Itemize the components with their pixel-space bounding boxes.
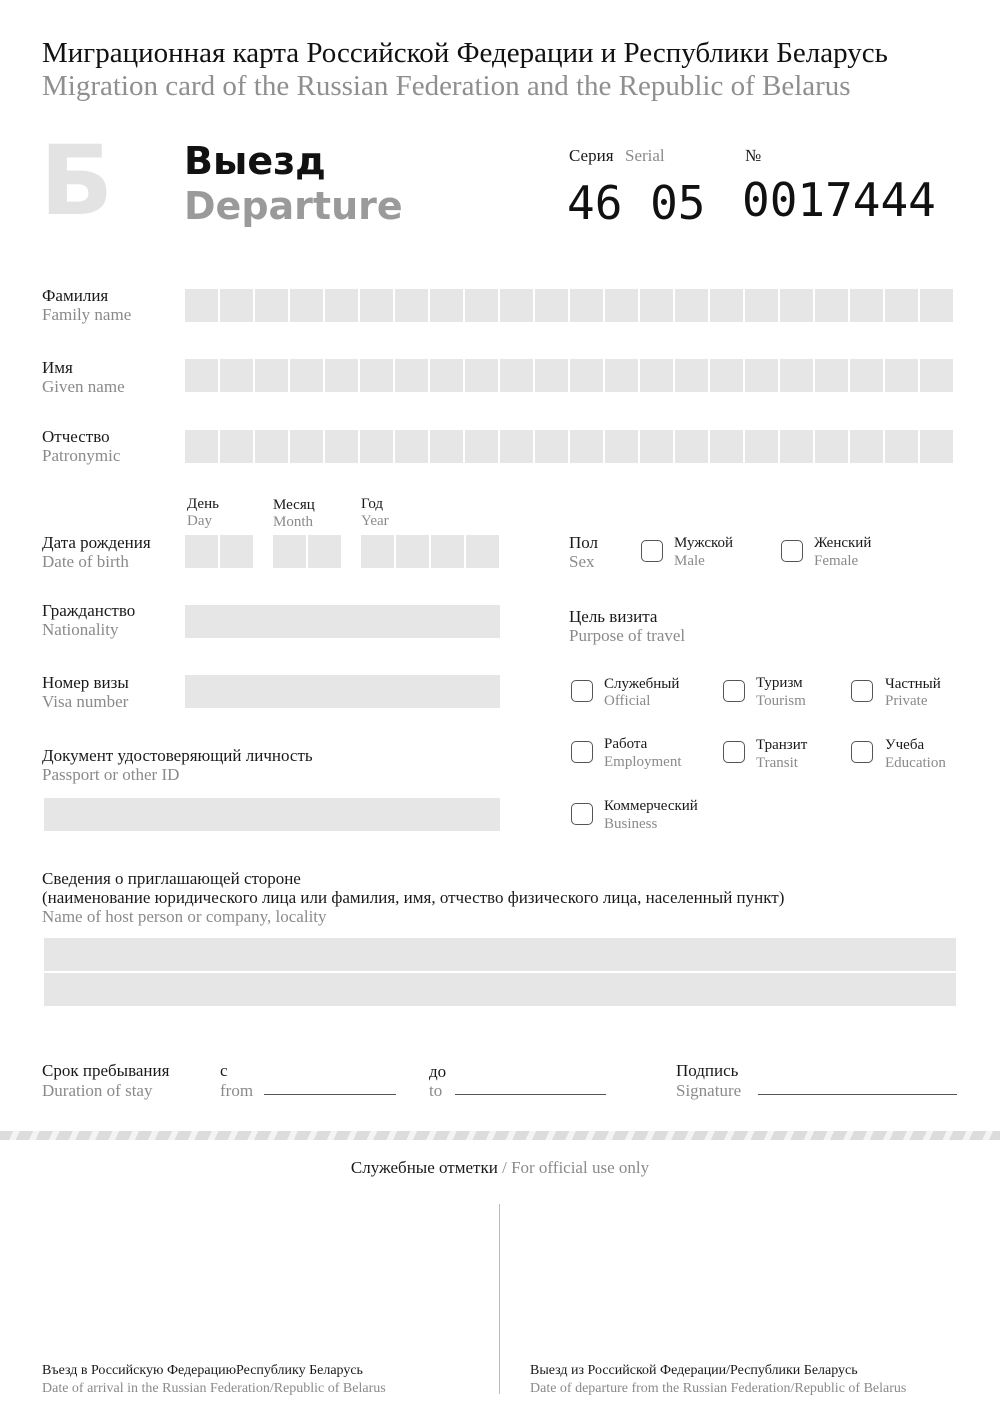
passport-label-ru: Документ удостоверяющий личность [42, 746, 313, 765]
char-cell[interactable] [815, 430, 848, 463]
char-cell[interactable] [465, 289, 498, 322]
official-divider [499, 1204, 500, 1394]
char-cell[interactable] [535, 430, 568, 463]
char-cell[interactable] [535, 359, 568, 392]
dob-month-label-ru: Месяц [273, 497, 315, 513]
char-cell[interactable] [570, 430, 603, 463]
char-cell[interactable] [745, 430, 778, 463]
char-cell[interactable] [466, 535, 499, 568]
char-cell[interactable] [535, 289, 568, 322]
char-cell[interactable] [360, 430, 393, 463]
char-cell[interactable] [308, 535, 341, 568]
char-cell[interactable] [290, 359, 323, 392]
purpose-education-label-en: Education [885, 755, 946, 771]
nationality-input[interactable] [185, 605, 500, 638]
char-cell[interactable] [185, 359, 218, 392]
purpose-official-label-ru: Служебный [604, 676, 680, 692]
purpose-education-checkbox[interactable] [851, 741, 873, 763]
card-title-en: Migration card of the Russian Federation and the Republic of Belarus [42, 70, 851, 102]
stay-label-en: Duration of stay [42, 1081, 153, 1100]
char-cell[interactable] [500, 359, 533, 392]
dob-day-input[interactable] [185, 535, 253, 568]
char-cell[interactable] [360, 289, 393, 322]
purpose-tourism-label-en: Tourism [756, 693, 806, 709]
sex-female-label-ru: Женский [814, 535, 872, 551]
purpose-business-label-en: Business [604, 816, 658, 832]
char-cell[interactable] [850, 430, 883, 463]
char-cell[interactable] [885, 289, 918, 322]
char-cell[interactable] [605, 430, 638, 463]
char-cell[interactable] [465, 430, 498, 463]
departure-label-en: Date of departure from the Russian Federation/Republic of Belarus [530, 1381, 907, 1396]
char-cell[interactable] [640, 289, 673, 322]
purpose-education-label-ru: Учеба [885, 737, 925, 753]
family-name-input[interactable] [185, 289, 953, 322]
visa-number-label-en: Visa number [42, 692, 129, 711]
char-cell[interactable] [780, 359, 813, 392]
char-cell[interactable] [745, 289, 778, 322]
patronymic-input[interactable] [185, 430, 953, 463]
char-cell[interactable] [255, 430, 288, 463]
family-name-label-en: Family name [42, 305, 132, 324]
stay-from-label-ru: с [220, 1061, 228, 1080]
stay-to-input[interactable] [455, 1094, 606, 1095]
dob-year-input[interactable] [361, 535, 499, 568]
char-cell[interactable] [325, 430, 358, 463]
passport-input[interactable] [44, 798, 500, 831]
char-cell[interactable] [395, 289, 428, 322]
char-cell[interactable] [220, 289, 253, 322]
official-use-label-en: For official use only [511, 1158, 650, 1177]
char-cell[interactable] [395, 359, 428, 392]
official-use-separator: / [497, 1158, 512, 1177]
char-cell[interactable] [255, 359, 288, 392]
purpose-transit-label-ru: Транзит [756, 737, 808, 753]
char-cell[interactable] [675, 430, 708, 463]
char-cell[interactable] [430, 359, 463, 392]
char-cell[interactable] [325, 289, 358, 322]
stay-to-label-ru: до [429, 1062, 447, 1081]
dob-year-label-ru: Год [361, 496, 384, 512]
purpose-employment-label-ru: Работа [604, 736, 648, 752]
nationality-label-ru: Гражданство [42, 601, 136, 620]
arrival-label-ru: Въезд в Российскую ФедерациюРеспублику Беларусь [42, 1363, 363, 1378]
char-cell[interactable] [290, 430, 323, 463]
char-cell[interactable] [220, 359, 253, 392]
purpose-official-label-en: Official [604, 693, 651, 709]
char-cell[interactable] [185, 430, 218, 463]
purpose-transit-checkbox[interactable] [723, 741, 745, 763]
char-cell[interactable] [745, 359, 778, 392]
char-cell[interactable] [675, 359, 708, 392]
host-label-en: Name of host person or company, locality [42, 907, 327, 926]
dob-year-label-en: Year [361, 513, 389, 529]
sex-male-checkbox[interactable] [641, 540, 663, 562]
nationality-label-en: Nationality [42, 620, 119, 639]
char-cell[interactable] [290, 289, 323, 322]
char-cell[interactable] [640, 359, 673, 392]
char-cell[interactable] [465, 359, 498, 392]
serial-label-en: Serial [625, 146, 665, 165]
serial-label-ru: Серия [569, 146, 614, 165]
sex-label-en: Sex [569, 552, 595, 571]
char-cell[interactable] [570, 359, 603, 392]
char-cell[interactable] [220, 535, 253, 568]
purpose-label-en: Purpose of travel [569, 626, 686, 645]
char-cell[interactable] [850, 289, 883, 322]
passport-label-en: Passport or other ID [42, 765, 180, 784]
direction-en: Departure [184, 184, 403, 228]
stay-from-input[interactable] [264, 1094, 396, 1095]
given-name-label-en: Given name [42, 377, 125, 396]
char-cell[interactable] [430, 430, 463, 463]
char-cell[interactable] [570, 289, 603, 322]
official-use-heading [0, 1158, 1000, 1178]
dob-day-label-ru: День [187, 496, 219, 512]
char-cell[interactable] [395, 430, 428, 463]
char-cell[interactable] [185, 535, 218, 568]
purpose-business-checkbox[interactable] [571, 803, 593, 825]
char-cell[interactable] [273, 535, 306, 568]
dob-day-label-en: Day [187, 513, 212, 529]
sex-male-label-en: Male [674, 553, 705, 569]
perforation-line [0, 1131, 1000, 1140]
char-cell[interactable] [780, 430, 813, 463]
number-label: № [745, 146, 762, 165]
purpose-transit-label-en: Transit [756, 755, 798, 771]
purpose-official-checkbox[interactable] [571, 680, 593, 702]
char-cell[interactable] [185, 289, 218, 322]
char-cell[interactable] [255, 289, 288, 322]
purpose-business-label-ru: Коммерческий [604, 798, 698, 814]
stay-label-ru: Срок пребывания [42, 1061, 170, 1080]
char-cell[interactable] [605, 359, 638, 392]
char-cell[interactable] [325, 359, 358, 392]
purpose-tourism-label-ru: Туризм [756, 675, 803, 691]
host-label-ru: Сведения о приглашающей стороне [42, 869, 301, 888]
purpose-private-checkbox[interactable] [851, 680, 873, 702]
visa-number-input[interactable] [185, 675, 500, 708]
serial-value: 46 05 [567, 176, 706, 230]
char-cell[interactable] [815, 289, 848, 322]
host-input-line-2[interactable] [44, 973, 956, 1006]
stay-from-label-en: from [220, 1081, 254, 1100]
char-cell[interactable] [710, 289, 743, 322]
purpose-private-label-en: Private [885, 693, 928, 709]
char-cell[interactable] [500, 430, 533, 463]
char-cell[interactable] [360, 359, 393, 392]
char-cell[interactable] [500, 289, 533, 322]
sex-male-label-ru: Мужской [674, 535, 734, 551]
stay-to-label-en: to [429, 1081, 443, 1100]
patronymic-label-en: Patronymic [42, 446, 121, 465]
dob-label-ru: Дата рождения [42, 533, 151, 552]
direction-ru: Выезд [184, 139, 326, 183]
dob-label-en: Date of birth [42, 552, 129, 571]
char-cell[interactable] [885, 359, 918, 392]
patronymic-label-ru: Отчество [42, 427, 110, 446]
purpose-tourism-checkbox[interactable] [723, 680, 745, 702]
signature-label-ru: Подпись [676, 1061, 739, 1080]
char-cell[interactable] [815, 359, 848, 392]
host-input-line-1[interactable] [44, 938, 956, 971]
part-letter: Б [40, 125, 114, 237]
visa-number-label-ru: Номер визы [42, 673, 129, 692]
dob-month-label-en: Month [273, 514, 314, 530]
sex-label-ru: Пол [569, 533, 599, 552]
char-cell[interactable] [640, 430, 673, 463]
char-cell[interactable] [431, 535, 464, 568]
purpose-label-ru: Цель визита [569, 607, 658, 626]
char-cell[interactable] [430, 289, 463, 322]
official-use-label-ru: Служебные отметки [350, 1158, 498, 1177]
char-cell[interactable] [710, 359, 743, 392]
arrival-label-en: Date of arrival in the Russian Federation/Republic of Belarus [42, 1381, 386, 1396]
purpose-employment-checkbox[interactable] [571, 741, 593, 763]
sex-female-label-en: Female [814, 553, 859, 569]
signature-label-en: Signature [676, 1081, 742, 1100]
number-value: 0017444 [742, 173, 936, 227]
char-cell[interactable] [920, 430, 953, 463]
purpose-private-label-ru: Частный [885, 676, 941, 692]
departure-label-ru: Выезд из Российской Федерации/Республики Беларусь [530, 1363, 858, 1378]
char-cell[interactable] [361, 535, 394, 568]
host-label-ru-note: (наименование юридического лица или фамилия, имя, отчество физического лица, населенный пункт) [42, 888, 785, 907]
char-cell[interactable] [780, 289, 813, 322]
dob-month-input[interactable] [273, 535, 341, 568]
signature-input[interactable] [758, 1094, 957, 1095]
char-cell[interactable] [220, 430, 253, 463]
purpose-employment-label-en: Employment [604, 754, 682, 770]
given-name-label-ru: Имя [42, 358, 73, 377]
char-cell[interactable] [605, 289, 638, 322]
family-name-label-ru: Фамилия [42, 286, 109, 305]
char-cell[interactable] [396, 535, 429, 568]
char-cell[interactable] [920, 359, 953, 392]
char-cell[interactable] [710, 430, 743, 463]
given-name-input[interactable] [185, 359, 953, 392]
char-cell[interactable] [675, 289, 708, 322]
char-cell[interactable] [885, 430, 918, 463]
sex-female-checkbox[interactable] [781, 540, 803, 562]
char-cell[interactable] [850, 359, 883, 392]
card-title-ru: Миграционная карта Российской Федерации и Республики Беларусь [42, 37, 888, 69]
char-cell[interactable] [920, 289, 953, 322]
